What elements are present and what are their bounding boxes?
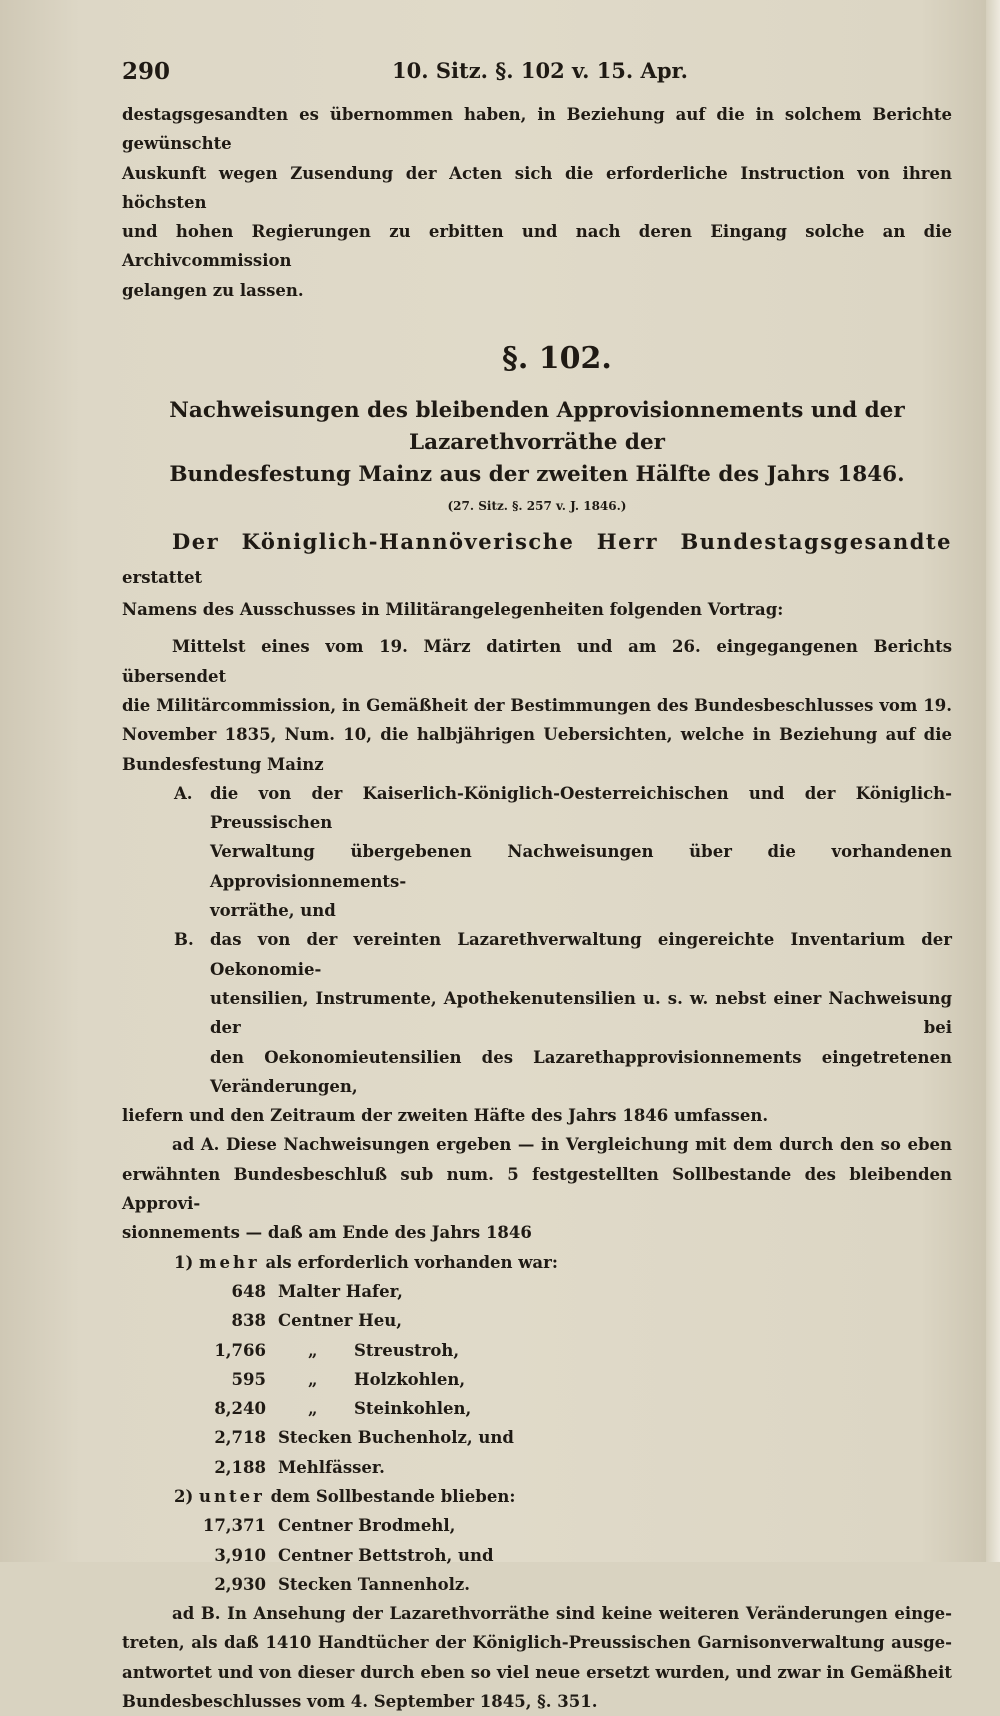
quantity: 8,240 [214, 1399, 266, 1419]
list1-intro [122, 1248, 952, 1277]
item-description: Centner Heu, [278, 1311, 403, 1331]
ad-b-line: treten, als daß 1410 Handtücher der Königlich-Preussischen Garnisonverwaltung ausge- [122, 1633, 952, 1653]
running-header [122, 58, 882, 90]
quantity: 1,766 [214, 1340, 266, 1360]
section-number: §. 102. [502, 341, 612, 377]
list2-row [122, 1570, 952, 1599]
ad-a-line: ad A. Diese Nachweisungen ergeben — in Vergleichung mit dem durch den so eben [172, 1135, 952, 1155]
list1-row [122, 1365, 952, 1394]
item-description: Mehlfässer. [278, 1457, 385, 1477]
list2-rest: dem Sollbestande blieben: [270, 1486, 516, 1506]
quantity: 2,930 [214, 1574, 266, 1594]
list1-rest: als erforderlich vorhanden war: [265, 1252, 558, 1272]
item-description: Streustroh, [354, 1340, 460, 1360]
speaker-verb: erstattet [122, 568, 203, 588]
item-description: Holzkohlen, [354, 1369, 466, 1389]
speaker-line [122, 525, 952, 595]
list1-keyword: mehr [199, 1252, 260, 1272]
item-a-line: Verwaltung übergebenen Nachweisungen über die vorhandenen Approvisionnements- [210, 842, 952, 891]
list1-items [122, 1277, 952, 1482]
page-edge [986, 0, 1000, 1562]
intro-line: gelangen zu lassen. [122, 280, 304, 300]
ad-b-line: antwortet und von dieser durch eben so viel neue ersetzt wurden, und zwar in Gemäßheit [122, 1662, 952, 1682]
item-description: Stecken Buchenholz, und [278, 1428, 514, 1448]
item-a-line: vorräthe, und [210, 901, 336, 921]
page-number: 290 [122, 58, 171, 85]
quantity: 648 [231, 1281, 266, 1301]
ditto-mark: „ [308, 1399, 318, 1419]
item-description: Centner Brodmehl, [278, 1516, 456, 1536]
quantity: 3,910 [214, 1545, 266, 1565]
list2-row [122, 1541, 952, 1570]
quantity: 17,371 [202, 1516, 266, 1536]
section-reference: (27. Sitz. §. 257 v. J. 1846.) [447, 499, 627, 514]
list2-row [122, 1511, 952, 1540]
intro-line: und hohen Regierungen zu erbitten und nach deren Eingang solche an die Archivcommission [122, 222, 952, 271]
list2-keyword: unter [199, 1486, 265, 1506]
intro-line: destagsgesandten es übernommen haben, in Beziehung auf die in solchem Berichte gewünschte [122, 105, 952, 154]
item-description: Stecken Tannenholz. [278, 1574, 471, 1594]
ad-b-line: Bundesbeschlusses vom 4. September 1845, §. 351. [122, 1692, 598, 1712]
ad-a-line: erwähnten Bundesbeschluß sub num. 5 festgestellten Sollbestande des bleibenden Approvi- [122, 1164, 952, 1214]
item-description: Centner Bettstroh, und [278, 1545, 494, 1565]
paragraph-line: November 1835, Num. 10, die halbjährigen Uebersichten, welche in Beziehung auf die [122, 725, 952, 745]
list1-row [122, 1277, 952, 1306]
item-b-line: den Oekonomieutensilien des Lazarethapprovisionnements eingetretenen Veränderungen, [210, 1047, 952, 1096]
ad-b-line: ad B. In Ansehung der Lazarethvorräthe sind keine weiteren Veränderungen einge- [172, 1604, 952, 1624]
list1-row [122, 1453, 952, 1482]
list1-label: 1) [174, 1252, 194, 1272]
paragraph-line: Bundesfestung Mainz [122, 754, 324, 774]
ditto-mark: „ [308, 1369, 318, 1389]
item-description: Malter Hafer, [278, 1281, 403, 1301]
item-a-label: A. [174, 783, 193, 803]
section-heading-line-2: Bundesfestung Mainz aus der zweiten Hälfte des Jahrs 1846. [169, 462, 905, 488]
list1-row [122, 1423, 952, 1452]
paragraph-line: die Militärcommission, in Gemäßheit der Bestimmungen des Bundesbeschlusses vom 19. [122, 695, 952, 715]
quantity: 2,188 [214, 1457, 266, 1477]
item-a-line: die von der Kaiserlich-Königlich-Oesterreichischen und der Königlich-Preussischen [210, 783, 952, 833]
speaker-title: Der Königlich-Hannöverische Herr Bundestagsgesandte [172, 529, 952, 555]
intro-line: Auskunft wegen Zusendung der Acten sich die erforderliche Instruction von ihren höchsten [122, 163, 952, 212]
list1-row [122, 1336, 952, 1365]
item-b-line: das von der vereinten Lazarethverwaltung eingereichte Inventarium der Oekonomie- [210, 930, 952, 979]
list1-row [122, 1306, 952, 1335]
ad-a-line: sionnements — daß am Ende des Jahrs 1846 [122, 1223, 532, 1243]
quantity: 2,718 [214, 1428, 266, 1448]
paragraph-line: Mittelst eines vom 19. März datirten und am 26. eingegangenen Berichts übersendet [122, 637, 952, 686]
body-text [122, 100, 952, 1716]
ditto-mark: „ [308, 1340, 318, 1360]
item-a [122, 779, 952, 925]
speaker-line-2: Namens des Ausschusses in Militärangelegenheiten folgenden Vortrag: [122, 600, 784, 620]
item-b [122, 925, 952, 1101]
quantity: 595 [231, 1369, 266, 1389]
list2-items [122, 1511, 952, 1599]
item-b-line: utensilien, Instrumente, Apothekenutensilien u. s. w. nebst einer Nachweisung der bei [210, 988, 952, 1038]
list2-intro [122, 1482, 952, 1511]
item-b-after: liefern und den Zeitraum der zweiten Häfte des Jahrs 1846 umfassen. [122, 1106, 769, 1126]
list1-row [122, 1394, 952, 1423]
item-b-label: B. [174, 930, 194, 950]
quantity: 838 [231, 1311, 266, 1331]
section-heading-line-1: Nachweisungen des bleibenden Approvisionnements und der Lazarethvorräthe der [169, 398, 905, 456]
running-title: 10. Sitz. §. 102 v. 15. Apr. [392, 58, 688, 83]
item-description: Steinkohlen, [354, 1399, 472, 1419]
list2-label: 2) [174, 1486, 194, 1506]
